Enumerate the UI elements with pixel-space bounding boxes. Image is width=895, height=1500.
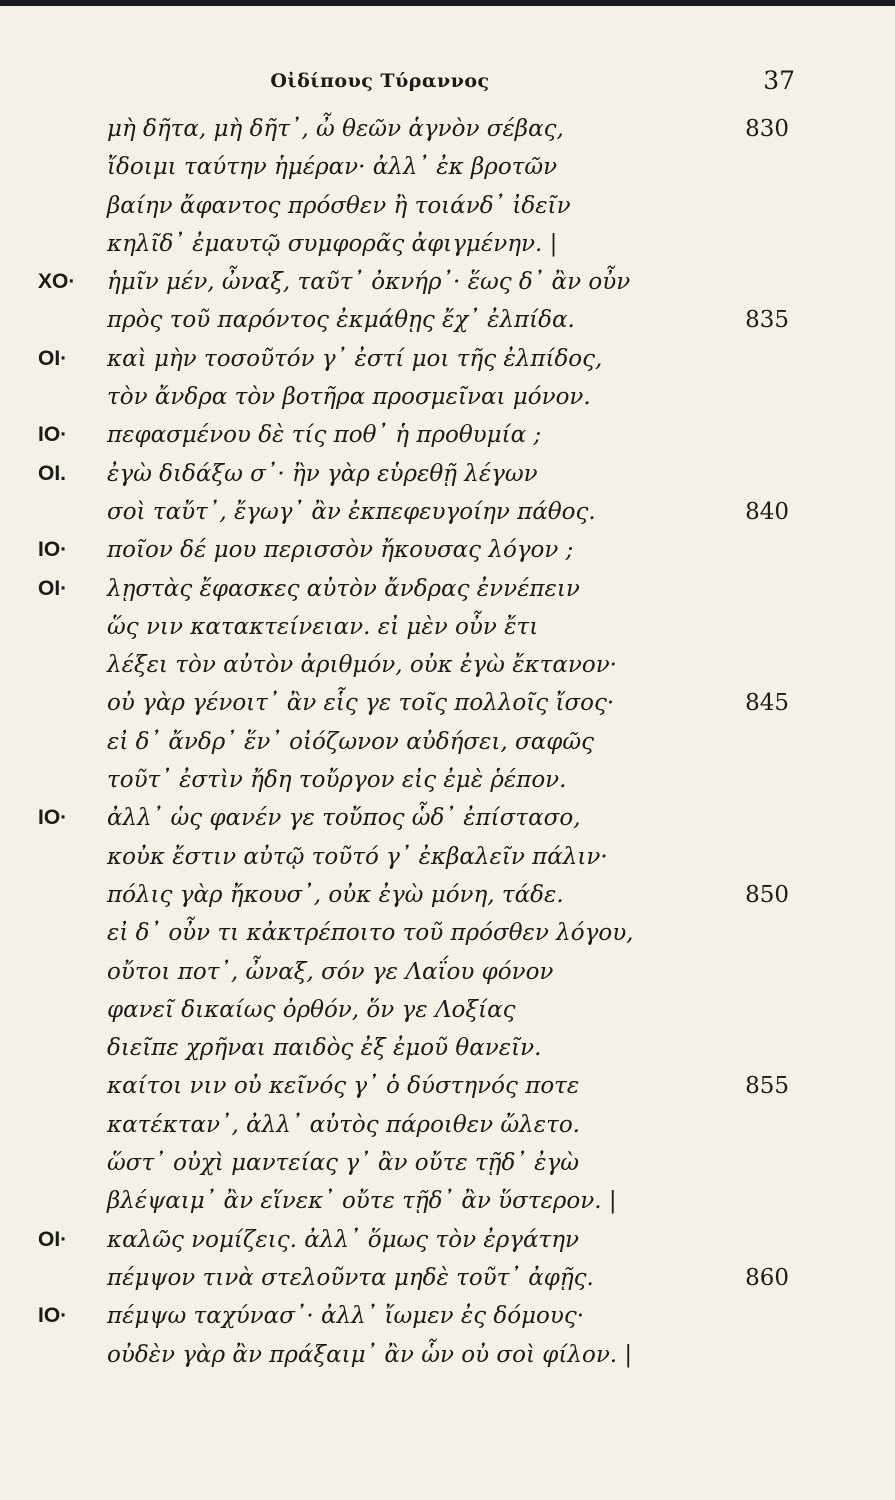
verse-line (0, 301, 895, 339)
verse-line (0, 1221, 895, 1259)
verse-text: τοῦτ᾽ ἐστὶν ἤδη τοὔργον εἰς ἐμὲ ῥέπον. (107, 767, 567, 794)
verse-text: κηλῖδ᾽ ἐμαυτῷ συμφορᾶς ἀφιγμένην. | (107, 230, 558, 257)
verse-line (0, 1106, 895, 1144)
line-number: 860 (745, 1264, 789, 1291)
verse-text: οὐ γὰρ γένοιτ᾽ ἂν εἷς γε τοῖς πολλοῖς ἴσος· (107, 690, 615, 717)
line-number: 850 (745, 881, 789, 908)
verse-text: βαίην ἄφαντος πρόσθεν ἢ τοιάνδ᾽ ἰδεῖν (107, 192, 571, 219)
speaker-label: ΟΙ. (38, 461, 67, 485)
verse-line (0, 953, 895, 991)
verse-line (0, 570, 895, 608)
top-rule (0, 0, 895, 6)
verse-text: ὥστ᾽ οὐχὶ μαντείας γ᾽ ἂν οὔτε τῇδ᾽ ἐγὼ (107, 1150, 579, 1177)
verse-line (0, 876, 895, 914)
verse-text: ὥς νιν κατακτείνειαν. εἰ μὲν οὖν ἔτι (107, 613, 539, 640)
verse-line (0, 340, 895, 378)
verse-text: καὶ μὴν τοσοῦτόν γ᾽ ἐστί μοι τῆς ἐλπίδος, (107, 345, 603, 372)
verse-text: εἰ δ᾽ ἄνδρ᾽ ἕν᾽ οἰόζωνον αὐδήσει, σαφῶς (107, 728, 595, 755)
speaker-label: ΧΟ· (38, 270, 76, 294)
line-number: 830 (745, 116, 789, 142)
verse-line (0, 1259, 895, 1297)
speaker-label: ΙΟ· (38, 806, 68, 830)
verse-text: πεφασμένου δὲ τίς ποθ᾽ ἡ προθυμία ; (107, 422, 542, 449)
verse-line (0, 799, 895, 837)
verse-line (0, 1144, 895, 1182)
verse-text: πόλις γὰρ ἤκουσ᾽, οὐκ ἐγὼ μόνη, τάδε. (107, 881, 564, 908)
verse-line (0, 991, 895, 1029)
verse-text: λῃστὰς ἔφασκες αὐτὸν ἄνδρας ἐννέπειν (107, 575, 580, 602)
verse-block (0, 110, 895, 1374)
verse-text: καλῶς νομίζεις. ἀλλ᾽ ὅμως τὸν ἐργάτην (107, 1226, 579, 1253)
verse-line (0, 416, 895, 454)
verse-text: βλέψαιμ᾽ ἂν εἵνεκ᾽ οὔτε τῇδ᾽ ἂν ὕστερον. | (107, 1188, 617, 1215)
verse-text: μὴ δῆτα, μὴ δῆτ᾽, ὦ θεῶν ἁγνὸν σέβας, (107, 116, 564, 142)
speaker-label: ΙΟ· (38, 538, 68, 562)
verse-line (0, 148, 895, 186)
verse-text: λέξει τὸν αὐτὸν ἀριθμόν, οὐκ ἐγὼ ἔκτανον· (107, 652, 617, 679)
verse-text: ἡμῖν μέν, ὦναξ, ταῦτ᾽ ὀκνήρ᾽· ἕως δ᾽ ἂν οὖν (107, 269, 631, 296)
line-number: 840 (745, 498, 789, 525)
verse-text: καίτοι νιν οὐ κεῖνός γ᾽ ὁ δύστηνός ποτε (107, 1073, 580, 1100)
speaker-label: ΟΙ· (38, 1227, 68, 1251)
verse-text: διεῖπε χρῆναι παιδὸς ἐξ ἐμοῦ θανεῖν. (107, 1035, 542, 1062)
verse-line (0, 110, 895, 148)
verse-text: κατέκταν᾽, ἀλλ᾽ αὐτὸς πάροιθεν ὤλετο. (107, 1111, 580, 1138)
verse-text: ποῖον δέ μου περισσὸν ἤκουσας λόγον ; (107, 537, 574, 564)
verse-line (0, 493, 895, 531)
verse-line (0, 723, 895, 761)
verse-line (0, 263, 895, 301)
speaker-label: ΙΟ· (38, 1304, 68, 1328)
verse-text: φανεῖ δικαίως ὀρθόν, ὅν γε Λοξίας (107, 996, 516, 1023)
verse-text: πέμψον τινὰ στελοῦντα μηδὲ τοῦτ᾽ ἀφῇς. (107, 1264, 594, 1291)
verse-text: σοὶ ταὔτ᾽, ἔγωγ᾽ ἂν ἐκπεφευγοίην πάθος. (107, 498, 596, 525)
verse-line (0, 761, 895, 799)
verse-line (0, 1297, 895, 1335)
page-number: 37 (763, 66, 795, 95)
verse-line (0, 1336, 895, 1374)
verse-line (0, 1067, 895, 1105)
line-number: 855 (745, 1073, 789, 1100)
verse-line (0, 378, 895, 416)
verse-line (0, 914, 895, 952)
verse-text: πρὸς τοῦ παρόντος ἐκμάθῃς ἔχ᾽ ἐλπίδα. (107, 307, 575, 334)
line-number: 845 (745, 690, 789, 717)
verse-line (0, 646, 895, 684)
verse-text: κοὐκ ἔστιν αὐτῷ τοῦτό γ᾽ ἐκβαλεῖν πάλιν· (107, 843, 608, 870)
verse-line (0, 684, 895, 722)
line-number: 835 (745, 307, 789, 334)
speaker-label: ΟΙ· (38, 346, 68, 370)
page-header (0, 66, 895, 100)
verse-text: εἰ δ᾽ οὖν τι κἀκτρέποιτο τοῦ πρόσθεν λόγου, (107, 920, 634, 947)
verse-line (0, 608, 895, 646)
verse-text: ἴδοιμι ταύτην ἡμέραν· ἀλλ᾽ ἐκ βροτῶν (107, 154, 558, 181)
verse-text: οὔτοι ποτ᾽, ὦναξ, σόν γε Λαΐου φόνον (107, 958, 554, 985)
verse-text: πέμψω ταχύνασ᾽· ἀλλ᾽ ἴωμεν ἐς δόμους· (107, 1303, 585, 1330)
verse-line (0, 225, 895, 263)
verse-line (0, 1182, 895, 1220)
verse-line (0, 187, 895, 225)
verse-text: ἐγὼ διδάξω σ᾽· ἢν γὰρ εὑρεθῇ λέγων (107, 460, 538, 487)
speaker-label: ΙΟ· (38, 423, 68, 447)
verse-line (0, 455, 895, 493)
verse-text: οὐδὲν γὰρ ἂν πράξαιμ᾽ ἂν ὧν οὐ σοὶ φίλον. | (107, 1341, 633, 1368)
verse-line (0, 1029, 895, 1067)
verse-line (0, 531, 895, 569)
verse-text: τὸν ἄνδρα τὸν βοτῆρα προσμεῖναι μόνον. (107, 384, 591, 411)
running-title: Οἰδίπους Τύραννος (270, 70, 490, 92)
verse-text: ἀλλ᾽ ὡς φανέν γε τοὔπος ὧδ᾽ ἐπίστασο, (107, 805, 581, 832)
verse-line (0, 838, 895, 876)
speaker-label: ΟΙ· (38, 576, 68, 600)
